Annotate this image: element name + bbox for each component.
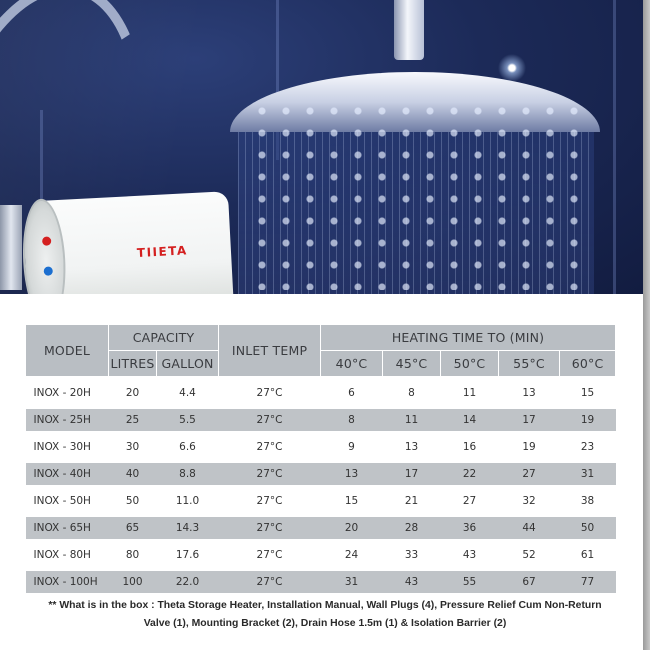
- water-droplets: [250, 100, 590, 290]
- cell-model: INOX - 40H: [26, 463, 109, 485]
- cell-inlet: 27°C: [219, 571, 321, 593]
- cell-time-45: 21: [383, 485, 441, 517]
- cell-litres: 20: [109, 377, 157, 409]
- specifications-table: [25, 324, 616, 593]
- table-row: [26, 463, 616, 485]
- cell-time-40: 13: [321, 463, 383, 485]
- sparkle-highlight: [498, 54, 526, 82]
- cell-gallon: 11.0: [157, 485, 219, 517]
- footnote-line-1: ** What is in the box : Theta Storage Heater, Installation Manual, Wall Plugs (4), Pressure Relief Cum Non-Return: [48, 600, 602, 611]
- header-model: MODEL: [26, 325, 109, 377]
- cell-time-50: 55: [441, 571, 499, 593]
- cell-litres: 50: [109, 485, 157, 517]
- cell-time-45: 33: [383, 539, 441, 571]
- cell-time-55: 17: [499, 409, 560, 431]
- cell-model: INOX - 30H: [26, 431, 109, 463]
- header-temp-45: 45°C: [383, 351, 441, 377]
- table-row: [26, 377, 616, 409]
- cell-time-55: 52: [499, 539, 560, 571]
- cell-time-60: 23: [560, 431, 616, 463]
- cell-inlet: 27°C: [219, 431, 321, 463]
- cell-time-40: 20: [321, 517, 383, 539]
- product-photo: [0, 0, 650, 294]
- table-row: [26, 539, 616, 571]
- cell-time-60: 15: [560, 377, 616, 409]
- table-row: [26, 517, 616, 539]
- cell-time-60: 38: [560, 485, 616, 517]
- cell-time-55: 44: [499, 517, 560, 539]
- cell-time-55: 13: [499, 377, 560, 409]
- cell-time-45: 28: [383, 517, 441, 539]
- cell-gallon: 22.0: [157, 571, 219, 593]
- cell-litres: 80: [109, 539, 157, 571]
- table-row: [26, 571, 616, 593]
- cell-inlet: 27°C: [219, 377, 321, 409]
- cell-time-60: 31: [560, 463, 616, 485]
- cell-model: INOX - 20H: [26, 377, 109, 409]
- header-heating-time: HEATING TIME TO (MIN): [321, 325, 616, 351]
- heater-brand-label: TIIETA: [136, 243, 189, 260]
- wall-bracket: [0, 205, 22, 290]
- cell-time-50: 16: [441, 431, 499, 463]
- cell-time-40: 31: [321, 571, 383, 593]
- cell-time-50: 27: [441, 485, 499, 517]
- cell-time-55: 32: [499, 485, 560, 517]
- cell-time-50: 43: [441, 539, 499, 571]
- header-capacity: CAPACITY: [109, 325, 219, 351]
- cell-model: INOX - 25H: [26, 409, 109, 431]
- cell-time-55: 19: [499, 431, 560, 463]
- cell-time-45: 13: [383, 431, 441, 463]
- cell-gallon: 5.5: [157, 409, 219, 431]
- shower-pipe: [394, 0, 424, 60]
- table-row: [26, 431, 616, 463]
- cell-time-40: 15: [321, 485, 383, 517]
- table-row: [26, 409, 616, 431]
- cell-inlet: 27°C: [219, 485, 321, 517]
- cell-time-60: 61: [560, 539, 616, 571]
- cell-model: INOX - 50H: [26, 485, 109, 517]
- cell-time-50: 36: [441, 517, 499, 539]
- footnote-line-2: Valve (1), Mounting Bracket (2), Drain Hose 1.5m (1) & Isolation Barrier (2): [143, 618, 507, 629]
- cell-litres: 65: [109, 517, 157, 539]
- cell-time-55: 27: [499, 463, 560, 485]
- hot-outlet-icon: [42, 236, 51, 245]
- water-heater: [20, 189, 232, 294]
- header-temp-50: 50°C: [441, 351, 499, 377]
- cell-inlet: 27°C: [219, 517, 321, 539]
- cell-time-40: 9: [321, 431, 383, 463]
- header-litres: LITRES: [109, 351, 157, 377]
- header-temp-55: 55°C: [499, 351, 560, 377]
- cell-time-45: 17: [383, 463, 441, 485]
- cell-gallon: 8.8: [157, 463, 219, 485]
- cell-gallon: 6.6: [157, 431, 219, 463]
- header-gallon: GALLON: [157, 351, 219, 377]
- cold-inlet-icon: [44, 266, 53, 275]
- cell-gallon: 17.6: [157, 539, 219, 571]
- cell-litres: 25: [109, 409, 157, 431]
- cell-inlet: 27°C: [219, 409, 321, 431]
- cell-model: INOX - 80H: [26, 539, 109, 571]
- cell-gallon: 14.3: [157, 517, 219, 539]
- cell-time-45: 8: [383, 377, 441, 409]
- cell-time-60: 50: [560, 517, 616, 539]
- tile-grout-line: [613, 0, 616, 294]
- cell-time-60: 77: [560, 571, 616, 593]
- header-inlet-temp: INLET TEMP: [219, 325, 321, 377]
- cell-model: INOX - 100H: [26, 571, 109, 593]
- cell-gallon: 4.4: [157, 377, 219, 409]
- cell-time-45: 11: [383, 409, 441, 431]
- cell-time-50: 22: [441, 463, 499, 485]
- header-temp-60: 60°C: [560, 351, 616, 377]
- table-row: [26, 485, 616, 517]
- cell-time-40: 24: [321, 539, 383, 571]
- cell-inlet: 27°C: [219, 539, 321, 571]
- cell-time-60: 19: [560, 409, 616, 431]
- cell-litres: 30: [109, 431, 157, 463]
- cell-time-50: 14: [441, 409, 499, 431]
- header-temp-40: 40°C: [321, 351, 383, 377]
- cell-inlet: 27°C: [219, 463, 321, 485]
- cell-litres: 100: [109, 571, 157, 593]
- page-edge-border: [643, 0, 650, 650]
- cell-time-45: 43: [383, 571, 441, 593]
- heater-tank: [38, 191, 234, 294]
- whats-in-the-box-note: [0, 597, 650, 633]
- cell-time-55: 67: [499, 571, 560, 593]
- cell-time-50: 11: [441, 377, 499, 409]
- cell-time-40: 6: [321, 377, 383, 409]
- cell-litres: 40: [109, 463, 157, 485]
- cell-model: INOX - 65H: [26, 517, 109, 539]
- cell-time-40: 8: [321, 409, 383, 431]
